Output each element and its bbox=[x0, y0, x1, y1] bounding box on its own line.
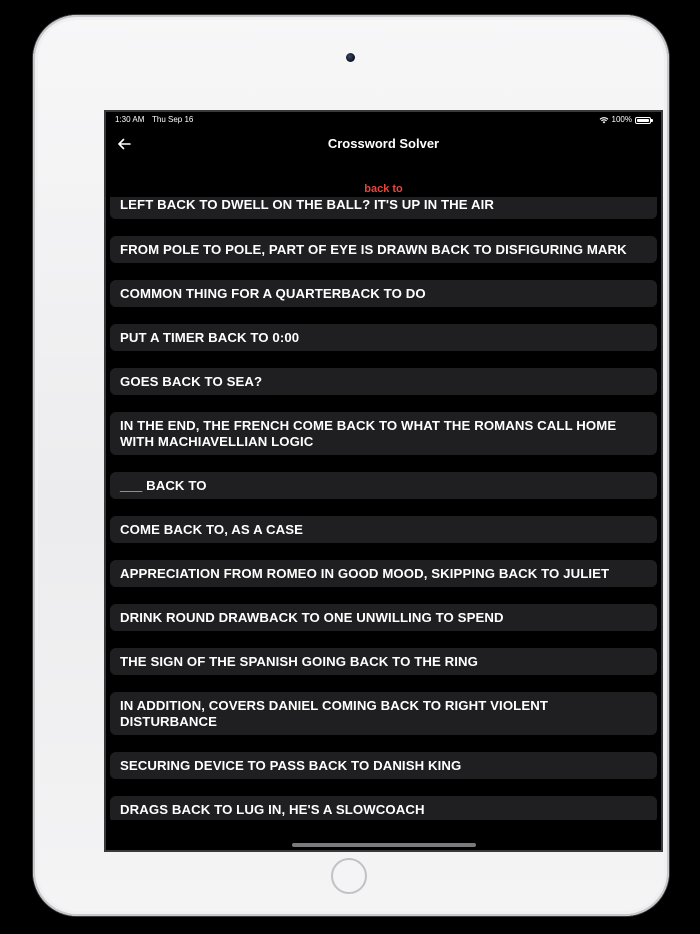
status-date: Thu Sep 16 bbox=[152, 115, 194, 124]
clue-item[interactable]: DRAGS BACK TO LUG IN, HE'S A SLOWCOACH bbox=[110, 796, 657, 820]
clue-item[interactable]: FROM POLE TO POLE, PART OF EYE IS DRAWN BACK TO DISFIGURING MARK bbox=[110, 236, 657, 263]
front-camera bbox=[346, 53, 355, 62]
status-bar bbox=[106, 112, 661, 128]
navigation-bar bbox=[106, 128, 661, 158]
search-term-label: back to bbox=[364, 183, 403, 195]
page-title: Crossword Solver bbox=[327, 136, 440, 151]
clue-item[interactable]: DRINK ROUND DRAWBACK TO ONE UNWILLING TO SPEND bbox=[110, 604, 657, 631]
clue-item[interactable]: LEFT BACK TO DWELL ON THE BALL? IT'S UP IN THE AIR bbox=[110, 197, 657, 219]
ipad-frame bbox=[33, 15, 669, 916]
clue-item[interactable]: SECURING DEVICE TO PASS BACK TO DANISH KING bbox=[110, 752, 657, 779]
clue-item[interactable]: COMMON THING FOR A QUARTERBACK TO DO bbox=[110, 280, 657, 307]
app-screen bbox=[104, 110, 663, 852]
clue-item[interactable]: COME BACK TO, AS A CASE bbox=[110, 516, 657, 543]
status-time: 1:30 AM bbox=[115, 115, 145, 124]
clue-item[interactable]: PUT A TIMER BACK TO 0:00 bbox=[110, 324, 657, 351]
clue-item[interactable]: GOES BACK TO SEA? bbox=[110, 368, 657, 395]
wifi-icon bbox=[599, 116, 609, 124]
clue-item[interactable]: IN ADDITION, COVERS DANIEL COMING BACK TO RIGHT VIOLENT DISTURBANCE bbox=[110, 692, 657, 735]
status-indicators bbox=[599, 112, 651, 128]
clue-item[interactable]: ___ BACK TO bbox=[110, 472, 657, 499]
battery-percentage: 100% bbox=[611, 115, 632, 124]
clue-item[interactable]: THE SIGN OF THE SPANISH GOING BACK TO THE RING bbox=[110, 648, 657, 675]
home-button[interactable] bbox=[331, 858, 367, 894]
home-indicator[interactable] bbox=[292, 843, 476, 847]
clue-item[interactable]: IN THE END, THE FRENCH COME BACK TO WHAT THE ROMANS CALL HOME WITH MACHIAVELLIAN LOGIC bbox=[110, 412, 657, 455]
clue-item[interactable]: APPRECIATION FROM ROMEO IN GOOD MOOD, SKIPPING BACK TO JULIET bbox=[110, 560, 657, 587]
clue-list[interactable] bbox=[110, 197, 657, 820]
battery-icon bbox=[635, 117, 651, 124]
